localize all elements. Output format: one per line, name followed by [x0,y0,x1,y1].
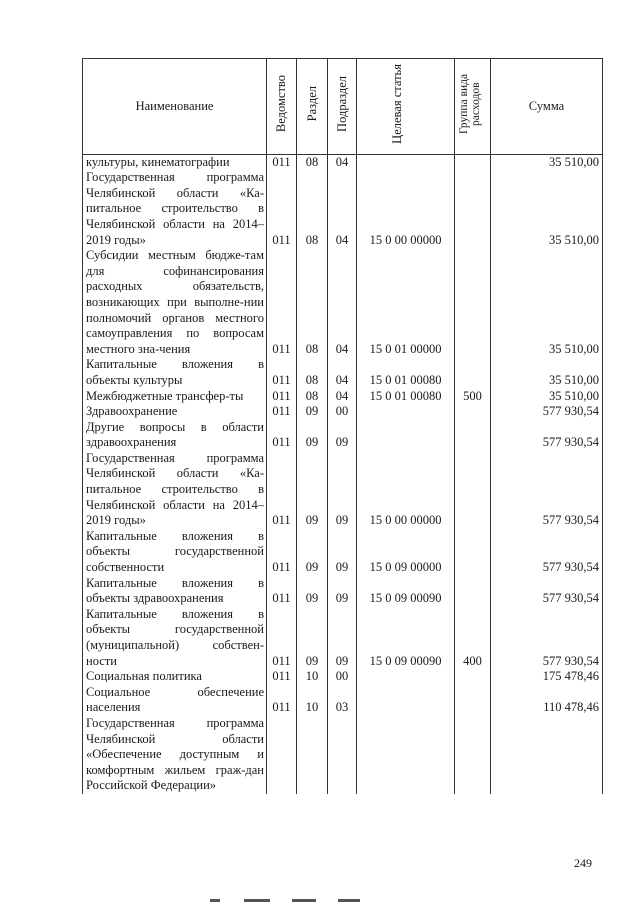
cell-podrazdel: 04 [328,248,357,357]
cell-vedomstvo: 011 [267,248,297,357]
cell-gruppa [455,170,491,248]
cell-vedomstvo: 011 [267,576,297,607]
cell-vedomstvo [267,716,297,794]
cell-name: культуры, кинематографии [83,154,267,170]
cell-vedomstvo: 011 [267,170,297,248]
table-row [83,420,603,451]
header-vedomstvo: Ведомство [267,59,297,155]
budget-table [82,58,603,794]
cell-celevaya-statya [357,404,455,420]
cell-vedomstvo: 011 [267,685,297,716]
cell-name: Социальное обеспечение населения [83,685,267,716]
cell-name: Государственная программа Челябинской области «Обеспечение доступным и комфортным жильем граж-дан Российской Федерации» [83,716,267,794]
cell-celevaya-statya: 15 0 01 00080 [357,389,455,405]
header-name: Наименование [83,59,267,155]
cell-podrazdel: 00 [328,669,357,685]
cell-gruppa [455,529,491,576]
cell-podrazdel: 00 [328,404,357,420]
cell-summa: 175 478,46 [491,669,603,685]
cell-podrazdel: 09 [328,607,357,669]
cell-vedomstvo: 011 [267,607,297,669]
cell-gruppa [455,716,491,794]
scan-edge-marks [210,899,370,903]
cell-vedomstvo: 011 [267,389,297,405]
cell-razdel: 09 [297,529,328,576]
cell-podrazdel: 04 [328,389,357,405]
cell-podrazdel: 03 [328,685,357,716]
cell-podrazdel: 09 [328,529,357,576]
header-podrazdel: Подраздел [328,59,357,155]
header-gruppa-vida-rashodov: Группа вида расходов [455,59,491,155]
table-row [83,389,603,405]
cell-summa: 577 930,54 [491,576,603,607]
cell-celevaya-statya: 15 0 09 00000 [357,529,455,576]
cell-name: Межбюджетные трансфер-ты [83,389,267,405]
cell-name: Капитальные вложения в объекты государственной (муниципальной) собствен-ности [83,607,267,669]
cell-summa: 35 510,00 [491,389,603,405]
cell-gruppa [455,404,491,420]
page-number: 249 [574,856,592,870]
cell-name: Другие вопросы в области здравоохранения [83,420,267,451]
cell-summa: 35 510,00 [491,170,603,248]
cell-razdel [297,716,328,794]
cell-razdel: 09 [297,607,328,669]
cell-razdel: 09 [297,576,328,607]
cell-podrazdel [328,716,357,794]
table-row [83,576,603,607]
cell-celevaya-statya: 15 0 09 00090 [357,607,455,669]
cell-summa: 110 478,46 [491,685,603,716]
cell-celevaya-statya: 15 0 01 00080 [357,357,455,388]
cell-vedomstvo: 011 [267,154,297,170]
cell-gruppa [455,669,491,685]
table-row [83,716,603,794]
cell-summa: 35 510,00 [491,357,603,388]
cell-celevaya-statya: 15 0 01 00000 [357,248,455,357]
cell-celevaya-statya [357,716,455,794]
cell-razdel: 10 [297,685,328,716]
cell-summa: 577 930,54 [491,404,603,420]
cell-gruppa [455,420,491,451]
cell-celevaya-statya: 15 0 09 00090 [357,576,455,607]
cell-gruppa: 400 [455,607,491,669]
cell-vedomstvo: 011 [267,669,297,685]
table-row [83,154,603,170]
cell-gruppa [455,154,491,170]
header-summa: Сумма [491,59,603,155]
cell-summa: 577 930,54 [491,451,603,529]
cell-name: Субсидии местным бюдже-там для софинансирования расходных обязательств, возникающих при выполне-нии полномочий органов местного самоуправления по вопросам местного зна-чения [83,248,267,357]
cell-gruppa [455,357,491,388]
cell-razdel: 10 [297,669,328,685]
header-razdel: Раздел [297,59,328,155]
table-row [83,607,603,669]
cell-razdel: 09 [297,451,328,529]
table-row [83,357,603,388]
table-header-row [83,59,603,155]
cell-summa: 577 930,54 [491,607,603,669]
cell-celevaya-statya [357,154,455,170]
cell-celevaya-statya [357,685,455,716]
cell-razdel: 08 [297,357,328,388]
cell-name: Социальная политика [83,669,267,685]
table-row [83,170,603,248]
cell-name: Государственная программа Челябинской области «Ка-питальное строительство в Челябинской области на 2014–2019 годы» [83,451,267,529]
cell-celevaya-statya [357,420,455,451]
cell-celevaya-statya: 15 0 00 00000 [357,170,455,248]
cell-summa: 577 930,54 [491,420,603,451]
cell-name: Здравоохранение [83,404,267,420]
cell-name: Государственная программа Челябинской области «Ка-питальное строительство в Челябинской области на 2014–2019 годы» [83,170,267,248]
cell-gruppa [455,685,491,716]
cell-gruppa [455,576,491,607]
cell-gruppa [455,451,491,529]
cell-vedomstvo: 011 [267,404,297,420]
cell-gruppa: 500 [455,389,491,405]
cell-vedomstvo: 011 [267,451,297,529]
cell-razdel: 09 [297,420,328,451]
table-row [83,669,603,685]
cell-razdel: 08 [297,170,328,248]
cell-razdel: 08 [297,248,328,357]
cell-summa: 35 510,00 [491,248,603,357]
cell-podrazdel: 09 [328,420,357,451]
cell-razdel: 08 [297,154,328,170]
cell-celevaya-statya [357,669,455,685]
cell-podrazdel: 04 [328,170,357,248]
cell-podrazdel: 04 [328,357,357,388]
cell-name: Капитальные вложения в объекты государственной собственности [83,529,267,576]
cell-summa: 577 930,54 [491,529,603,576]
cell-gruppa [455,248,491,357]
cell-razdel: 09 [297,404,328,420]
cell-podrazdel: 09 [328,576,357,607]
header-celevaya-statya: Целевая статья [357,59,455,155]
cell-vedomstvo: 011 [267,420,297,451]
cell-name: Капитальные вложения в объекты здравоохранения [83,576,267,607]
cell-vedomstvo: 011 [267,357,297,388]
table-row [83,451,603,529]
cell-podrazdel: 04 [328,154,357,170]
table-row [83,404,603,420]
cell-name: Капитальные вложения в объекты культуры [83,357,267,388]
table-body [83,154,603,794]
table-row [83,685,603,716]
cell-vedomstvo: 011 [267,529,297,576]
table-row [83,529,603,576]
cell-podrazdel: 09 [328,451,357,529]
cell-celevaya-statya: 15 0 00 00000 [357,451,455,529]
cell-razdel: 08 [297,389,328,405]
table-row [83,248,603,357]
cell-summa: 35 510,00 [491,154,603,170]
cell-summa [491,716,603,794]
